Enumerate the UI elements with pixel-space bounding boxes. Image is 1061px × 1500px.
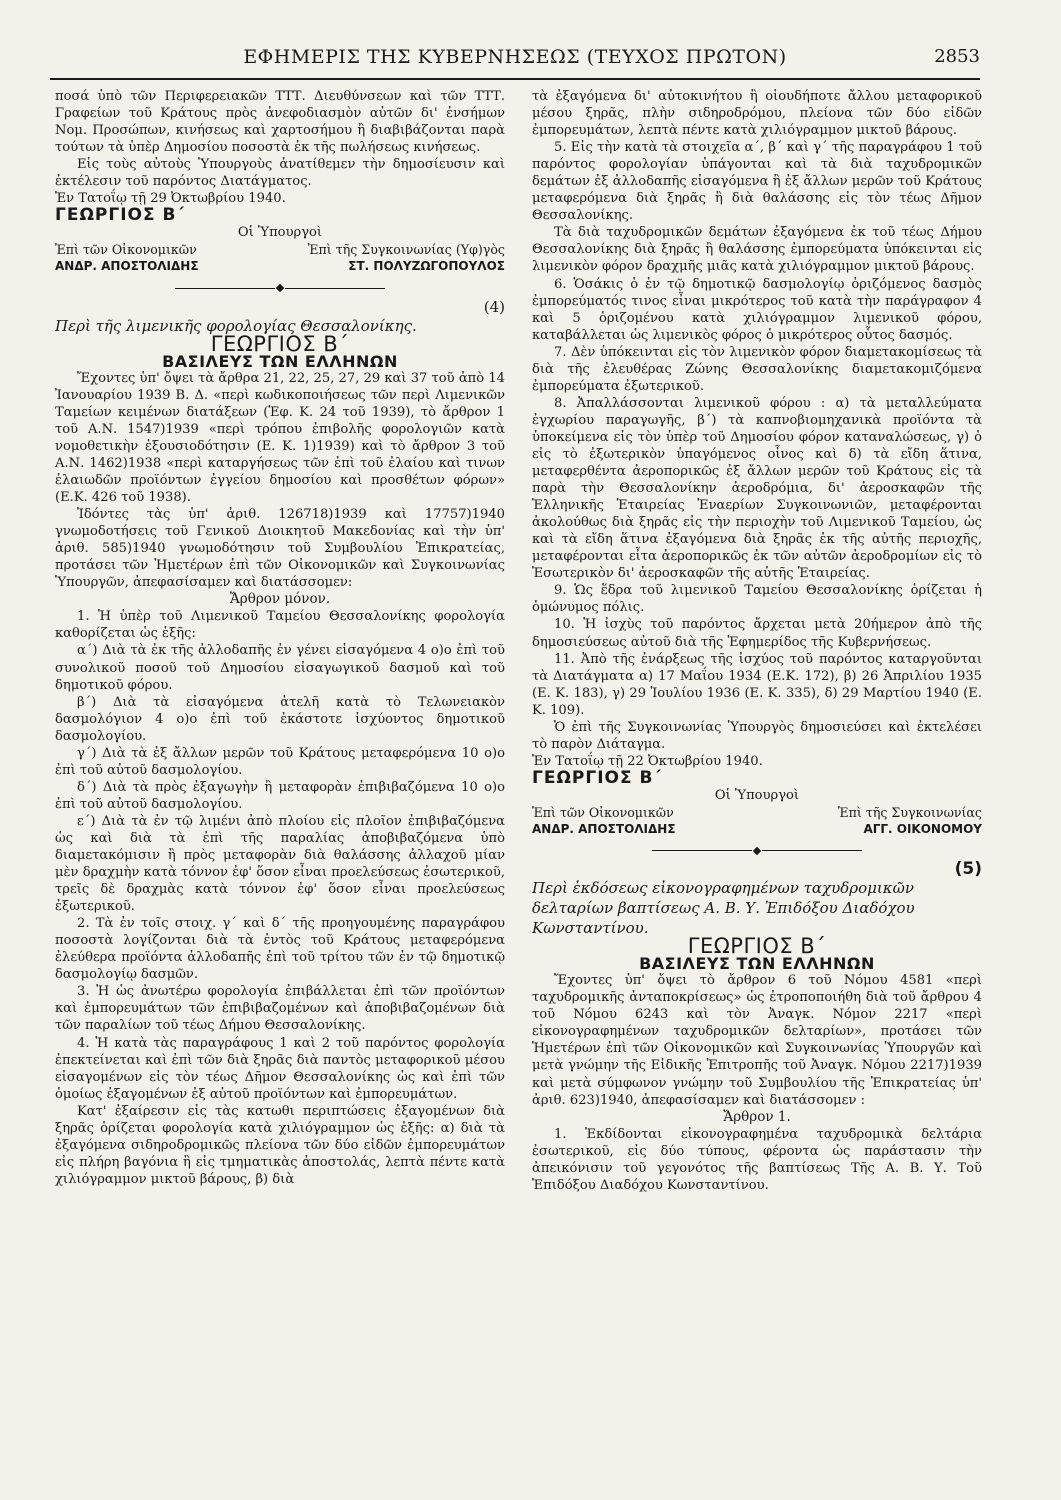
article-heading: Ἄρθρον 1. [723,1108,791,1125]
decree-subject: Περὶ τῆς λιμενικῆς φορολογίας Θεσσαλονίκης. [55,316,417,335]
paragraph: 5. Εἰς τὴν κατὰ τὰ στοιχεῖα α΄, β΄ καὶ γ΄ τῆς παραγράφου 1 τοῦ παρόντος φορολογίαν ὑπάγονται καὶ τὰ διὰ ταχυδρομικῶν δεμάτων ἐξ ἀλλοδαπῆς εἰσαγόμενα ἢ ἐξ ἄλλων μερῶν τοῦ Κράτους μεταφερόμενα διὰ ξηρᾶς ἢ διὰ θαλάσσης εἰς τὸν τέως Δῆμον Θεσσαλονίκης. [532,140,982,224]
minister-title-right: Ἐπὶ τῆς Συγκοινωνίας [837,804,982,820]
paragraph: β΄) Διὰ τὰ εἰσαγόμενα ἀτελῆ κατὰ τὸ Τελωνειακὸν δασμολόγιον 4 ο)ο ἐπὶ τοῦ ἑκάστοτε ἰσχύοντος δημοτικοῦ δασμολογίου. [55,694,505,744]
left-column [55,88,505,1488]
paragraph: 2. Τὰ ἐν τοῖς στοιχ. γ΄ καὶ δ΄ τῆς προηγουμένης παραγράφου ποσοστὰ λογίζονται διὰ τὰ ἐντὸς τοῦ Κράτους μεταφερόμενα ἐλεύθερα προϊόντα ἀλλοδαπῆς ἐπὶ τοῦ τρίτου τῶν ἐν τῷ δημοτικῷ δασμολογίῳ δασμῶν. [55,916,505,983]
king-title: ΒΑΣΙΛΕΥΣ ΤΩΝ ΕΛΛΗΝΩΝ [162,351,398,371]
paragraph: γ΄) Διὰ τὰ ἐξ ἄλλων μερῶν τοῦ Κράτους μεταφερόμενα 10 ο)ο ἐπὶ τοῦ αὐτοῦ δασμολογίου. [55,745,505,778]
gazette-title: ΕΦΗΜΕΡΙΣ ΤΗΣ ΚΥΒΕΡΝΗΣΕΩΣ (ΤΕΥΧΟΣ ΠΡΩΤΟΝ) [243,46,787,68]
paragraph: 3. Ἡ ὡς ἀνωτέρω φορολογία ἐπιβάλλεται ἐπὶ τῶν προϊόντων καὶ ἐμπορευμάτων τῶν ἐπιβιβαζομένων καὶ ἀποβιβαζομένων διὰ τῶν παραλίων τοῦ τέως Δήμου Θεσσαλονίκης. [55,984,505,1034]
paragraph: 9. Ὡς ἕδρα τοῦ λιμενικοῦ Ταμείου Θεσσαλονίκης ὁρίζεται ἡ ὁμώνυμος πόλις. [532,583,982,616]
paragraph: 8. Ἀπαλλάσσονται λιμενικοῦ φόρου : α) τὰ μεταλλεύματα ἐγχωρίου παραγωγῆς, β΄) τὰ καπνοβιομηχανικὰ προϊόντα τὰ ὑποκείμενα εἰς τὸν ὑπὲρ τοῦ Δημοσίου φόρον καταναλώσεως, γ) ὁ εἰς τὸ ἐξωτερικὸν ὑπαγόμενος οἶνος καὶ δ) τὰ εἴδη ἅτινα, μεταφερθέντα ἀεροπορικῶς ἐξ ἄλλων μερῶν τοῦ Κράτους εἰς τὰ παρὰ τὴν Θεσσαλονίκην ἀεροδρόμια, δι' ἀεροσκαφῶν τῆς Ἑλληνικῆς Ἑταιρείας Ἐναερίων Συγκοινωνιῶν, μεταφέρονται ἀκολούθως διὰ ξηρᾶς εἰς τὴν περιοχὴν τοῦ Λιμενικοῦ Ταμείου, ὡς καὶ τὰ εἴδη ἅτινα ἐξαγόμενα διὰ ξηρᾶς ἐκ τῆς αὐτῆς περιοχῆς, μεταφέρονται εἶτα ἀεροπορικῶς ἐκ τῶν αὐτῶν ἀεροδρομίων εἰς τὸ Ἐσωτερικὸν δι' ἀεροσκαφῶν τῆς αὐτῆς Ἑταιρείας. [532,395,982,582]
paragraph: α΄) Διὰ τὰ ἐκ τῆς ἀλλοδαπῆς ἐν γένει εἰσαγόμενα 4 ο)ο ἐπὶ τοῦ συνολικοῦ ποσοῦ τοῦ Δημοσίου εἰσαγωγικοῦ δασμοῦ καὶ τοῦ δημοτικοῦ φόρου. [55,643,505,693]
paragraph: ε΄) Διὰ τὰ ἐν τῷ λιμένι ἀπὸ πλοίου εἰς πλοῖον ἐπιβιβαζόμενα ὡς καὶ διὰ τὰ ἐπὶ τῆς παραλίας ἀποβιβαζόμενα ὑπὸ διαμετακόμισιν ἢ πρὸς μεταφορὰν διὰ θαλάσσης ἀλλαχοῦ μίαν μὲν δραχμὴν κατὰ τόννον ἐφ' ὅσον εἶναι προελεύσεως ἐσωτερικοῦ, τρεῖς δὲ δραχμὰς κατὰ τόννον ἐφ' ὅσον εἶναι προελεύσεως ἐξωτερικοῦ. [55,813,505,915]
paragraph: τὰ ἐξαγόμενα δι' αὐτοκινήτου ἢ οἱουδήποτε ἄλλου μεταφορικοῦ μέσου ξηρᾶς, πλὴν σιδηροδρόμου, πλείονα τῶν δύο εἰδῶν ἐμπορευμάτων, λεπτὰ πέντε κατὰ χιλιόγραμμον μικτοῦ βάρους. [532,89,982,139]
minister-title-right: Ἐπὶ τῆς Συγκοινωνίας (Υφ)γὸς [307,242,505,258]
decree-number: (4) [483,297,505,316]
king-signature: ΓΕΩΡΓΙΟΣ Β΄ [532,767,662,788]
paragraph: 1. Ἐκδίδονται εἰκονογραφημένα ταχυδρομικὰ δελτάρια ἐσωτερικοῦ, εἰς δύο τύπους, φέροντα ὡς παράστασιν τὴν ἀπεικόνισιν τοῦ γεγονότος τῆς βαπτίσεως Τῆς Α. Β. Υ. Τοῦ Ἐπιδόξου Διαδόχου Κωνσταντίνου. [532,1126,982,1193]
ministers-heading: Οἱ Ὑπουργοὶ [714,787,800,803]
paragraph: 4. Ἡ κατὰ τὰς παραγράφους 1 καὶ 2 τοῦ παρόντος φορολογία ἐπεκτείνεται καὶ ἐπὶ τῶν διὰ ξηρᾶς διὰ παντὸς μεταφορικοῦ μέσου εἰσαγομένων εἰς τὸν τέως Δῆμον Θεσσαλονίκης ὡς καὶ ἐπὶ τῶν ὁμοίως ἐξαγομένων ἐξ αὐτοῦ προϊόντων καὶ ἐμπορευμάτων. [55,1035,505,1102]
minister-name-left: ΑΝΔΡ. ΑΠΟΣΤΟΛΙΔΗΣ [55,259,199,274]
date-line: Ἐν Τατοΐῳ τῇ 22 Ὀκτωβρίου 1940. [532,753,763,769]
minister-titles [532,804,982,821]
paragraph: 11. Ἀπὸ τῆς ἐνάρξεως τῆς ἰσχύος τοῦ παρόντος καταργοῦνται τὰ Διατάγματα α) 17 Μαΐου 1934 (Ε.Κ. 172), β) 26 Ἀπριλίου 1935 (Ε. Κ. 183), γ) 29 Ἰουλίου 1936 (Ε. Κ. 335), δ) 29 Μαρτίου 1940 (Ε. Κ. 109). [532,651,982,718]
section-divider [532,842,982,859]
right-column [532,88,982,1488]
minister-name-right: ΣΤ. ΠΟΛΥΖΩΓΟΠΟΥΛΟΣ [348,259,505,274]
paragraph: Κατ' ἐξαίρεσιν εἰς τὰς κατωθι περιπτώσεις ἐξαγομένων διὰ ξηρᾶς ὁρίζεται φορολογία κατὰ χιλιόγραμμον ὡς ἑξῆς: α) διὰ τὰ ἐξαγόμενα σιδηροδρομικῶς πλείονα τῶν δύο εἰδῶν ἐμπορευμάτων εἰς πλήρη βαγόνια ἢ εἰς τμηματικὰς ἀποστολάς, λεπτὰ πέντε κατὰ χιλιόγραμμον μικτοῦ βάρους, β) διὰ [55,1103,505,1187]
king-signature: ΓΕΩΡΓΙΟΣ Β΄ [55,205,185,226]
king-heading: ΓΕΩΡΓΙΟΣ Β΄ [210,331,350,356]
paragraph: ποσά ὑπὸ τῶν Περιφερειακῶν ΤΤΤ. Διευθύνσεων καὶ τῶν ΤΤΤ. Γραφείων τοῦ Κράτους πρὸς ἀνεφοδιασμὸν αὐτῶν δι' ἐνσήμων Νομ. Προσώπων, κινήσεως καὶ χαρτοσήμου ἢ διαβιβάζονται παρὰ τούτων τὰ ὑπὲρ Δημοσίου ποσοστὰ ἐκ τῆς πωλήσεως κινήσεως. [55,89,505,156]
king-title: ΒΑΣΙΛΕΥΣ ΤΩΝ ΕΛΛΗΝΩΝ [639,954,875,974]
page-header [50,38,980,80]
minister-title-left: Ἐπὶ τῶν Οἰκονομικῶν [55,242,197,258]
minister-names [532,821,982,838]
paragraph: Ἔχοντες ὑπ' ὄψει τὰ ἄρθρα 21, 22, 25, 27, 29 καὶ 37 τοῦ ἀπὸ 14 Ἰανουαρίου 1939 Β. Δ. «περὶ κωδικοποιήσεως τῶν περὶ Λιμενικῶν Ταμείων κειμένων διατάξεων (Ἐφ. Κ. 24 τοῦ 1939), τὸ ἄρθρον 1 τοῦ Α.Ν. 1547)1939 «περὶ τρόπου ἐπιβολῆς φορολογιῶν κατὰ νομοθετικὴν ἐξουσιοδότησιν (Ε. Κ. 1)1939) καὶ τὸ ἄρθρον 3 τοῦ Α.Ν. 1462)1938 «περὶ καταργήσεως τῶν ἐπὶ τοῦ ἐλαίου καὶ τινων ἐλαιωδῶν προϊόντων ἐγγείου δημοσίου καὶ προσθέτων φόρων» (Ε.Κ. 426 τοῦ 1938). [55,370,505,506]
decree-subject: Περὶ ἐκδόσεως εἰκονογραφημένων ταχυδρομικῶν δελταρίων βαπτίσεως Α. Β. Υ. Ἐπιδόξου Διαδόχου Κωνσταντίνου. [532,879,915,938]
ministers-heading: Οἱ Ὑπουργοὶ [237,225,323,241]
minister-titles [55,241,505,258]
paragraph: 1. Ἡ ὑπὲρ τοῦ Λιμενικοῦ Ταμείου Θεσσαλονίκης φορολογία καθορίζεται ὡς ἑξῆς: [55,609,505,642]
minister-names [55,258,505,275]
minister-name-right: ΑΓΓ. ΟΙΚΟΝΟΜΟΥ [863,822,982,837]
paragraph: Ὁ ἐπὶ τῆς Συγκοινωνίας Ὑπουργὸς δημοσιεύσει καὶ ἐκτελέσει τὸ παρὸν Διάταγμα. [532,719,982,752]
paragraph: 6. Ὁσάκις ὁ ἐν τῷ δημοτικῷ δασμολογίῳ ὁριζόμενος δασμὸς ἐμπορεύματός τινος εἶναι μικρότερος τοῦ κατὰ τὴν παράγραφον 4 καὶ 5 ὁριζομένου κατὰ χιλιόγραμμον λιμενικοῦ φόρου, καταβάλλεται ὡς λιμενικὸς φόρος ὁ μικρότερος οὗτος δασμός. [532,276,982,343]
paragraph: Τὰ διὰ ταχυδρομικῶν δεμάτων ἐξαγόμενα ἐκ τοῦ τέως Δήμου Θεσσαλονίκης διὰ ξηρᾶς ἢ θαλάσσης ἐμπορεύματα ὑπόκεινται εἰς λιμενικὸν φόρον δραχμῆς μιᾶς κατὰ χιλιόγραμμον μικτοῦ βάρους. [532,225,982,275]
king-heading: ΓΕΩΡΓΙΟΣ Β΄ [687,934,827,959]
paragraph: Εἰς τοὺς αὐτοὺς Ὑπουργοὺς ἀνατίθεμεν τὴν δημοσίευσιν καὶ ἐκτέλεσιν τοῦ παρόντος Διατάγματος. [55,157,505,190]
paragraph: 7. Δὲν ὑπόκεινται εἰς τὸν λιμενικὸν φόρον διαμετακομίσεως τὰ διὰ τῆς ἐλευθέρας Ζώνης Θεσσαλονίκης διαμετακομιζόμενα ἐμπορεύματα ἐξωτερικοῦ. [532,344,982,394]
section-divider [55,280,505,297]
minister-name-left: ΑΝΔΡ. ΑΠΟΣΤΟΛΙΔΗΣ [532,822,676,837]
minister-title-left: Ἐπὶ τῶν Οἰκονομικῶν [532,804,674,820]
decree-number: (5) [954,859,982,880]
page-number: 2853 [934,46,980,67]
date-line: Ἐν Τατοΐῳ τῇ 29 Ὀκτωβρίου 1940. [55,191,286,207]
paragraph: Ἰδόντες τὰς ὑπ' ἀριθ. 126718)1939 καὶ 17757)1940 γνωμοδοτήσεις τοῦ Γενικοῦ Διοικητοῦ Μακεδονίας καὶ τὴν ὑπ' ἀριθ. 585)1940 γνωμοδότησιν τοῦ Συμβουλίου Ἐπικρατείας, προτάσει τῶν Ἡμετέρων ἐπὶ τῶν Οἰκονομικῶν καὶ Συγκοινωνίας Ὑπουργῶν, ἀπεφασίσαμεν καὶ διατάσσομεν: [55,507,505,591]
paragraph: δ΄) Διὰ τὰ πρὸς ἐξαγωγὴν ἢ μεταφορὰν ἐπιβιβαζόμενα 10 ο)ο ἐπὶ τοῦ αὐτοῦ δασμολογίου. [55,779,505,812]
paragraph: 10. Ἡ ἰσχὺς τοῦ παρόντος ἄρχεται μετὰ 20ήμερον ἀπὸ τῆς δημοσιεύσεως αὐτοῦ διὰ τῆς Ἐφημερίδος τῆς Κυβερνήσεως. [532,617,982,650]
article-heading: Ἄρθρον μόνον. [229,591,331,608]
paragraph: Ἔχοντες ὑπ' ὄψει τὸ ἄρθρον 6 τοῦ Νόμου 4581 «περὶ ταχυδρομικῆς ἀνταποκρίσεως» ὡς ἐτροποποιήθη διὰ τοῦ ἄρθρου 4 τοῦ Νόμου 6243 καὶ τὸν Ἀναγκ. Νόμον 2217 «περὶ εἰκονογραφημένων ταχυδρομικῶν δελταρίων», προτάσει τῶν Ἡμετέρων ἐπὶ τῶν Οἰκονομικῶν καὶ Συγκοινωνίας Ὑπουργῶν καὶ μετὰ γνώμην τῆς Εἰδικῆς Ἐπιτροπῆς τοῦ Ἀναγκ. Νόμου 2217)1939 καὶ μετὰ σύμφωνον γνώμην τοῦ Συμβουλίου τῆς Ἐπικρατείας ὑπ' ἀριθ. 623)1940, ἀπεφασίσαμεν καὶ διατάσσομεν : [532,973,982,1108]
